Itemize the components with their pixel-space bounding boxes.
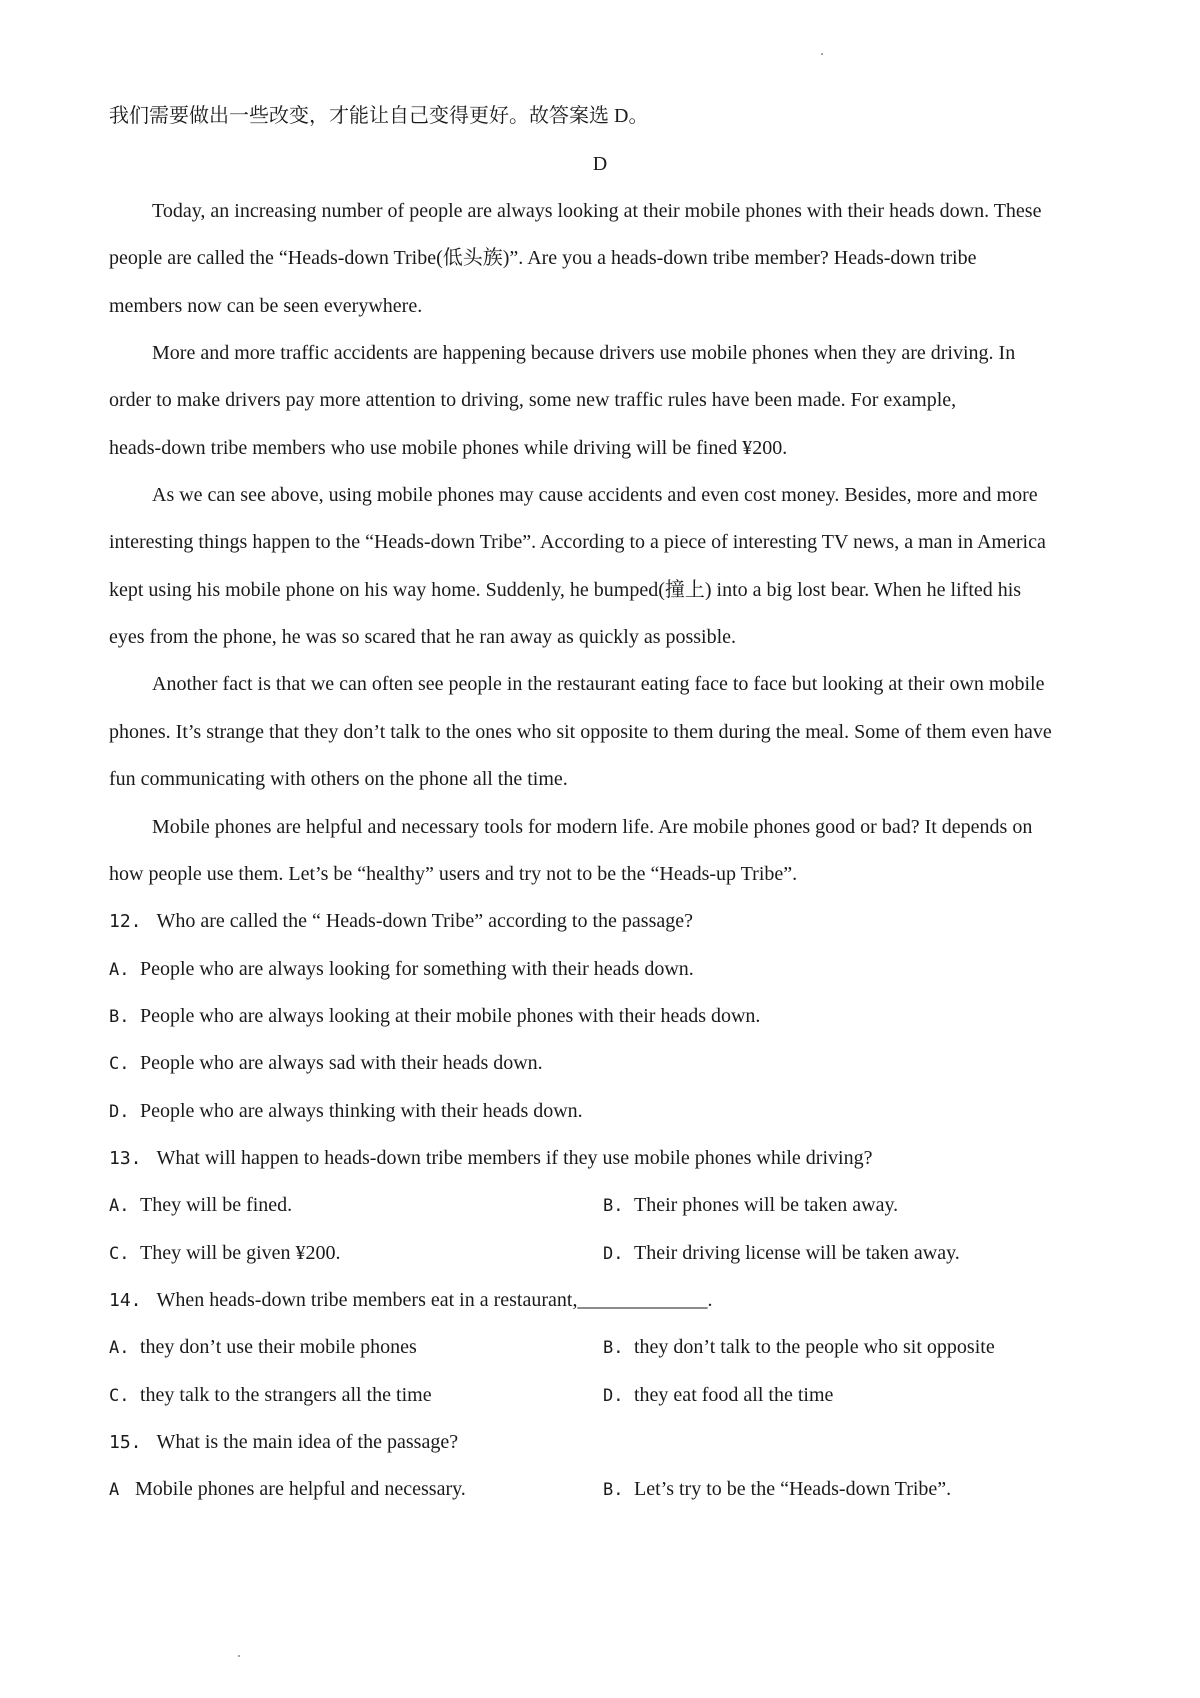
passage-line: fun communicating with others on the phone all the time. <box>109 768 568 790</box>
option-letter: C. <box>109 1386 130 1406</box>
intro-line: 我们需要做出一些改变，才能让自己变得更好。故答案选 D。 <box>109 105 649 127</box>
option-letter: A. <box>109 1196 130 1216</box>
option-d[interactable] <box>603 1241 960 1266</box>
scan-speck <box>821 53 823 55</box>
question-number: 14. <box>109 1290 142 1311</box>
option-d[interactable] <box>109 1099 583 1124</box>
question-text: What will happen to heads-down tribe members if they use mobile phones while driving? <box>156 1147 873 1169</box>
passage-line: Today, an increasing number of people are always looking at their mobile phones with their heads down. These <box>152 200 1042 222</box>
question-text: What is the main idea of the passage? <box>156 1431 459 1453</box>
option-text: Mobile phones are helpful and necessary. <box>135 1478 466 1500</box>
question-13 <box>109 1146 872 1171</box>
option-letter: B. <box>603 1196 624 1216</box>
passage-line: eyes from the phone, he was so scared that he ran away as quickly as possible. <box>109 626 737 648</box>
question-text: When heads-down tribe members eat in a restaurant,_____________. <box>156 1289 713 1311</box>
question-number: 12. <box>109 911 142 932</box>
scan-speck <box>238 1655 240 1657</box>
option-text: People who are always sad with their heads down. <box>140 1052 543 1074</box>
passage-line: Mobile phones are helpful and necessary tools for modern life. Are mobile phones good or bad? It depends on <box>152 816 1033 838</box>
option-letter: D. <box>603 1244 624 1264</box>
passage-line: interesting things happen to the “Heads-down Tribe”. According to a piece of interesting TV news, a man in America <box>109 531 1046 553</box>
option-b[interactable] <box>603 1477 951 1502</box>
option-text: they eat food all the time <box>634 1384 834 1406</box>
question-12 <box>109 909 693 934</box>
option-b[interactable] <box>603 1193 898 1218</box>
option-letter: B. <box>109 1007 130 1027</box>
option-letter: A. <box>109 960 130 980</box>
option-a[interactable] <box>109 957 694 982</box>
question-text: Who are called the “ Heads-down Tribe” according to the passage? <box>156 910 693 932</box>
option-letter: A <box>109 1480 120 1500</box>
option-b[interactable] <box>109 1004 760 1029</box>
passage-line: heads-down tribe members who use mobile phones while driving will be fined ¥200. <box>109 437 788 459</box>
option-text: They will be given ¥200. <box>140 1242 341 1264</box>
option-a[interactable] <box>109 1193 292 1218</box>
option-letter: C. <box>109 1244 130 1264</box>
passage-line: More and more traffic accidents are happening because drivers use mobile phones when they are driving. In <box>152 342 1016 364</box>
question-14 <box>109 1288 712 1313</box>
passage-line: As we can see above, using mobile phones may cause accidents and even cost money. Besides, more and more <box>152 484 1038 506</box>
option-text: they don’t talk to the people who sit opposite <box>634 1336 995 1358</box>
option-c[interactable] <box>109 1241 341 1266</box>
option-letter: D. <box>603 1386 624 1406</box>
option-c[interactable] <box>109 1051 543 1076</box>
option-text: they talk to the strangers all the time <box>140 1384 432 1406</box>
option-a[interactable] <box>109 1335 417 1360</box>
option-text: People who are always thinking with their heads down. <box>140 1100 583 1122</box>
section-letter: D <box>592 153 608 175</box>
option-letter: B. <box>603 1338 624 1358</box>
option-text: Their phones will be taken away. <box>634 1194 899 1216</box>
option-text: they don’t use their mobile phones <box>140 1336 417 1358</box>
question-number: 15. <box>109 1432 142 1453</box>
option-text: People who are always looking for something with their heads down. <box>140 958 694 980</box>
question-number: 13. <box>109 1148 142 1169</box>
passage-line: members now can be seen everywhere. <box>109 295 423 317</box>
option-text: Their driving license will be taken away. <box>634 1242 960 1264</box>
option-text: They will be fined. <box>140 1194 293 1216</box>
option-letter: A. <box>109 1338 130 1358</box>
option-b[interactable] <box>603 1335 995 1360</box>
option-c[interactable] <box>109 1383 432 1408</box>
passage-line: order to make drivers pay more attention to driving, some new traffic rules have been made. For example, <box>109 389 957 411</box>
option-text: Let’s try to be the “Heads-down Tribe”. <box>634 1478 952 1500</box>
option-letter: B. <box>603 1480 624 1500</box>
option-letter: D. <box>109 1102 130 1122</box>
passage-line: people are called the “Heads-down Tribe(低头族)”. Are you a heads-down tribe member? Heads-down tribe <box>109 247 977 269</box>
passage-line: Another fact is that we can often see people in the restaurant eating face to face but looking at their own mobile <box>152 673 1045 695</box>
passage-line: how people use them. Let’s be “healthy” users and try not to be the “Heads-up Tribe”. <box>109 863 798 885</box>
passage-line: kept using his mobile phone on his way home. Suddenly, he bumped(撞上) into a big lost bear. When he lifted his <box>109 579 1022 601</box>
option-a[interactable] <box>109 1477 466 1502</box>
option-d[interactable] <box>603 1383 833 1408</box>
passage-line: phones. It’s strange that they don’t talk to the ones who sit opposite to them during the meal. Some of them even have <box>109 721 1052 743</box>
question-15 <box>109 1430 458 1455</box>
option-letter: C. <box>109 1054 130 1074</box>
option-text: People who are always looking at their mobile phones with their heads down. <box>140 1005 761 1027</box>
